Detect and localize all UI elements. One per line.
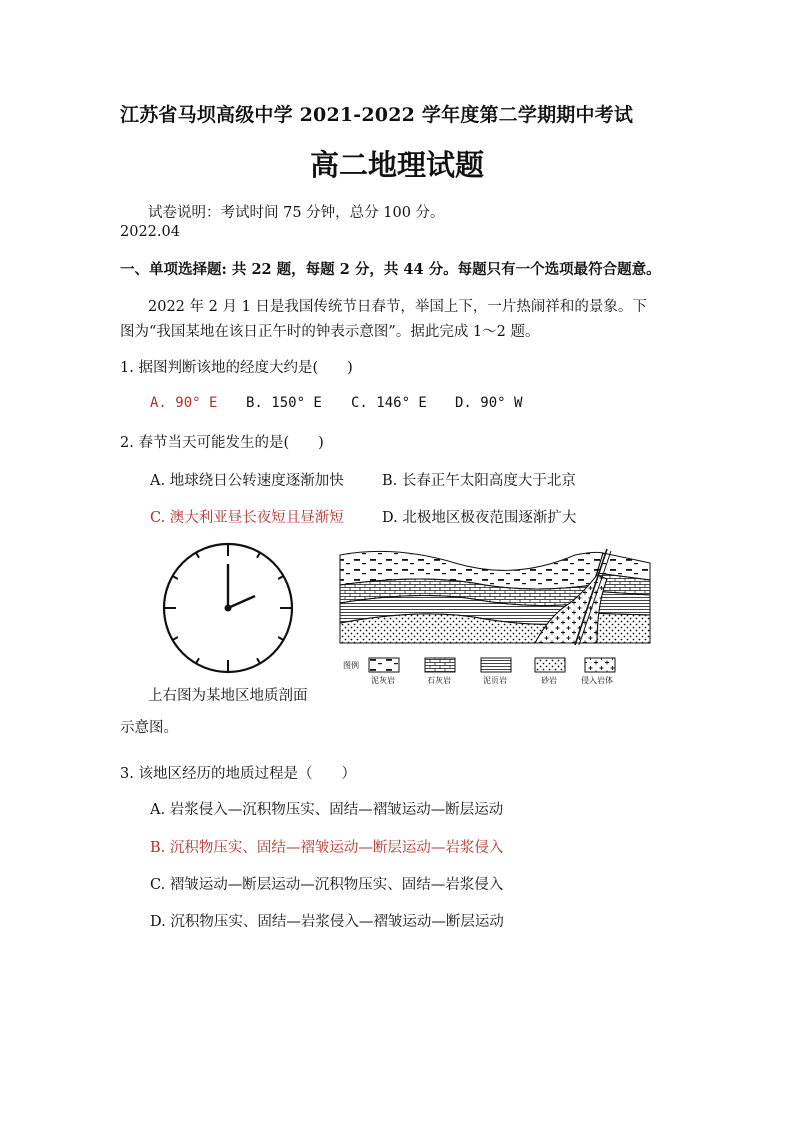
question-1-stem: 1. 据图判断该地的经度大约是( ) xyxy=(120,360,353,376)
q3-option-d: D. 沉积物压实、固结—岩浆侵入—褶皱运动—断层运动 xyxy=(150,914,504,930)
page-title: 高二地理试题 xyxy=(309,148,484,182)
legend xyxy=(343,658,615,685)
clock-center xyxy=(225,605,232,612)
legend-label-limestone: 石灰岩 xyxy=(427,676,451,685)
q2-option-d: D. 北极地区极夜范围逐渐扩大 xyxy=(382,510,577,526)
question-3-stem: 3. 该地区经历的地质过程是（ ） xyxy=(120,766,356,782)
legend-label-marl: 泥灰岩 xyxy=(371,676,395,685)
figure-caption-line-1: 上右图为某地区地质剖面 xyxy=(148,688,308,704)
q3-option-c: C. 褶皱运动—断层运动—沉积物压实、固结—岩浆侵入 xyxy=(150,877,504,893)
section-heading: 一、单项选择题: 共 22 题，每题 2 分，共 44 分。每题只有一个选项最符合题意。 xyxy=(120,261,661,278)
legend-swatch-shale xyxy=(481,658,511,672)
q2-option-b: B. 长春正午太阳高度大于北京 xyxy=(382,473,576,489)
q3-option-a: A. 岩浆侵入—沉积物压实、固结—褶皱运动—断层运动 xyxy=(150,802,504,818)
legend-swatch-limestone xyxy=(425,658,455,672)
school-title: 江苏省马坝高级中学 2021-2022 学年度第二学期期中考试 xyxy=(120,104,634,126)
q1-option-c: C. 146° E xyxy=(351,395,427,411)
passage-line-1: 2022 年 2 月 1 日是我国传统节日春节，举国上下，一片热闹祥和的景象。下 xyxy=(148,299,647,315)
passage-line-2: 图为“我国某地在该日正午时的钟表示意图”。据此完成 1～2 题。 xyxy=(120,324,540,340)
q3-option-b: B. 沉积物压实、固结—褶皱运动—断层运动—岩浆侵入 xyxy=(150,840,504,856)
exam-date: 2022.04 xyxy=(120,224,180,240)
q2-option-a: A. 地球绕日公转速度逐渐加快 xyxy=(150,473,344,489)
question-2-stem: 2. 春节当天可能发生的是( ) xyxy=(120,435,324,451)
clock-diagram xyxy=(160,540,296,676)
q1-option-a: A. 90° E xyxy=(150,395,218,411)
geologic-cross-section xyxy=(335,545,655,695)
q2-option-c: C. 澳大利亚昼长夜短且昼渐短 xyxy=(150,510,344,526)
q1-option-d: D. 90° W xyxy=(455,395,523,411)
legend-swatch-marl xyxy=(369,658,399,672)
legend-swatch-sandstone xyxy=(535,658,565,672)
legend-label-sandstone: 砂岩 xyxy=(541,676,557,685)
figure-caption-line-2: 示意图。 xyxy=(120,720,178,736)
exam-instructions: 试卷说明：考试时间 75 分钟，总分 100 分。 xyxy=(148,205,445,221)
legend-label-intrusive: 侵入岩体 xyxy=(581,676,613,685)
legend-swatch-intrusive xyxy=(585,658,615,672)
q1-option-b: B. 150° E xyxy=(246,395,322,411)
legend-label-shale: 泥页岩 xyxy=(483,676,507,685)
rock-layers xyxy=(340,549,650,645)
clock-hour-hand xyxy=(228,596,255,608)
legend-title: 图例 xyxy=(343,661,359,670)
